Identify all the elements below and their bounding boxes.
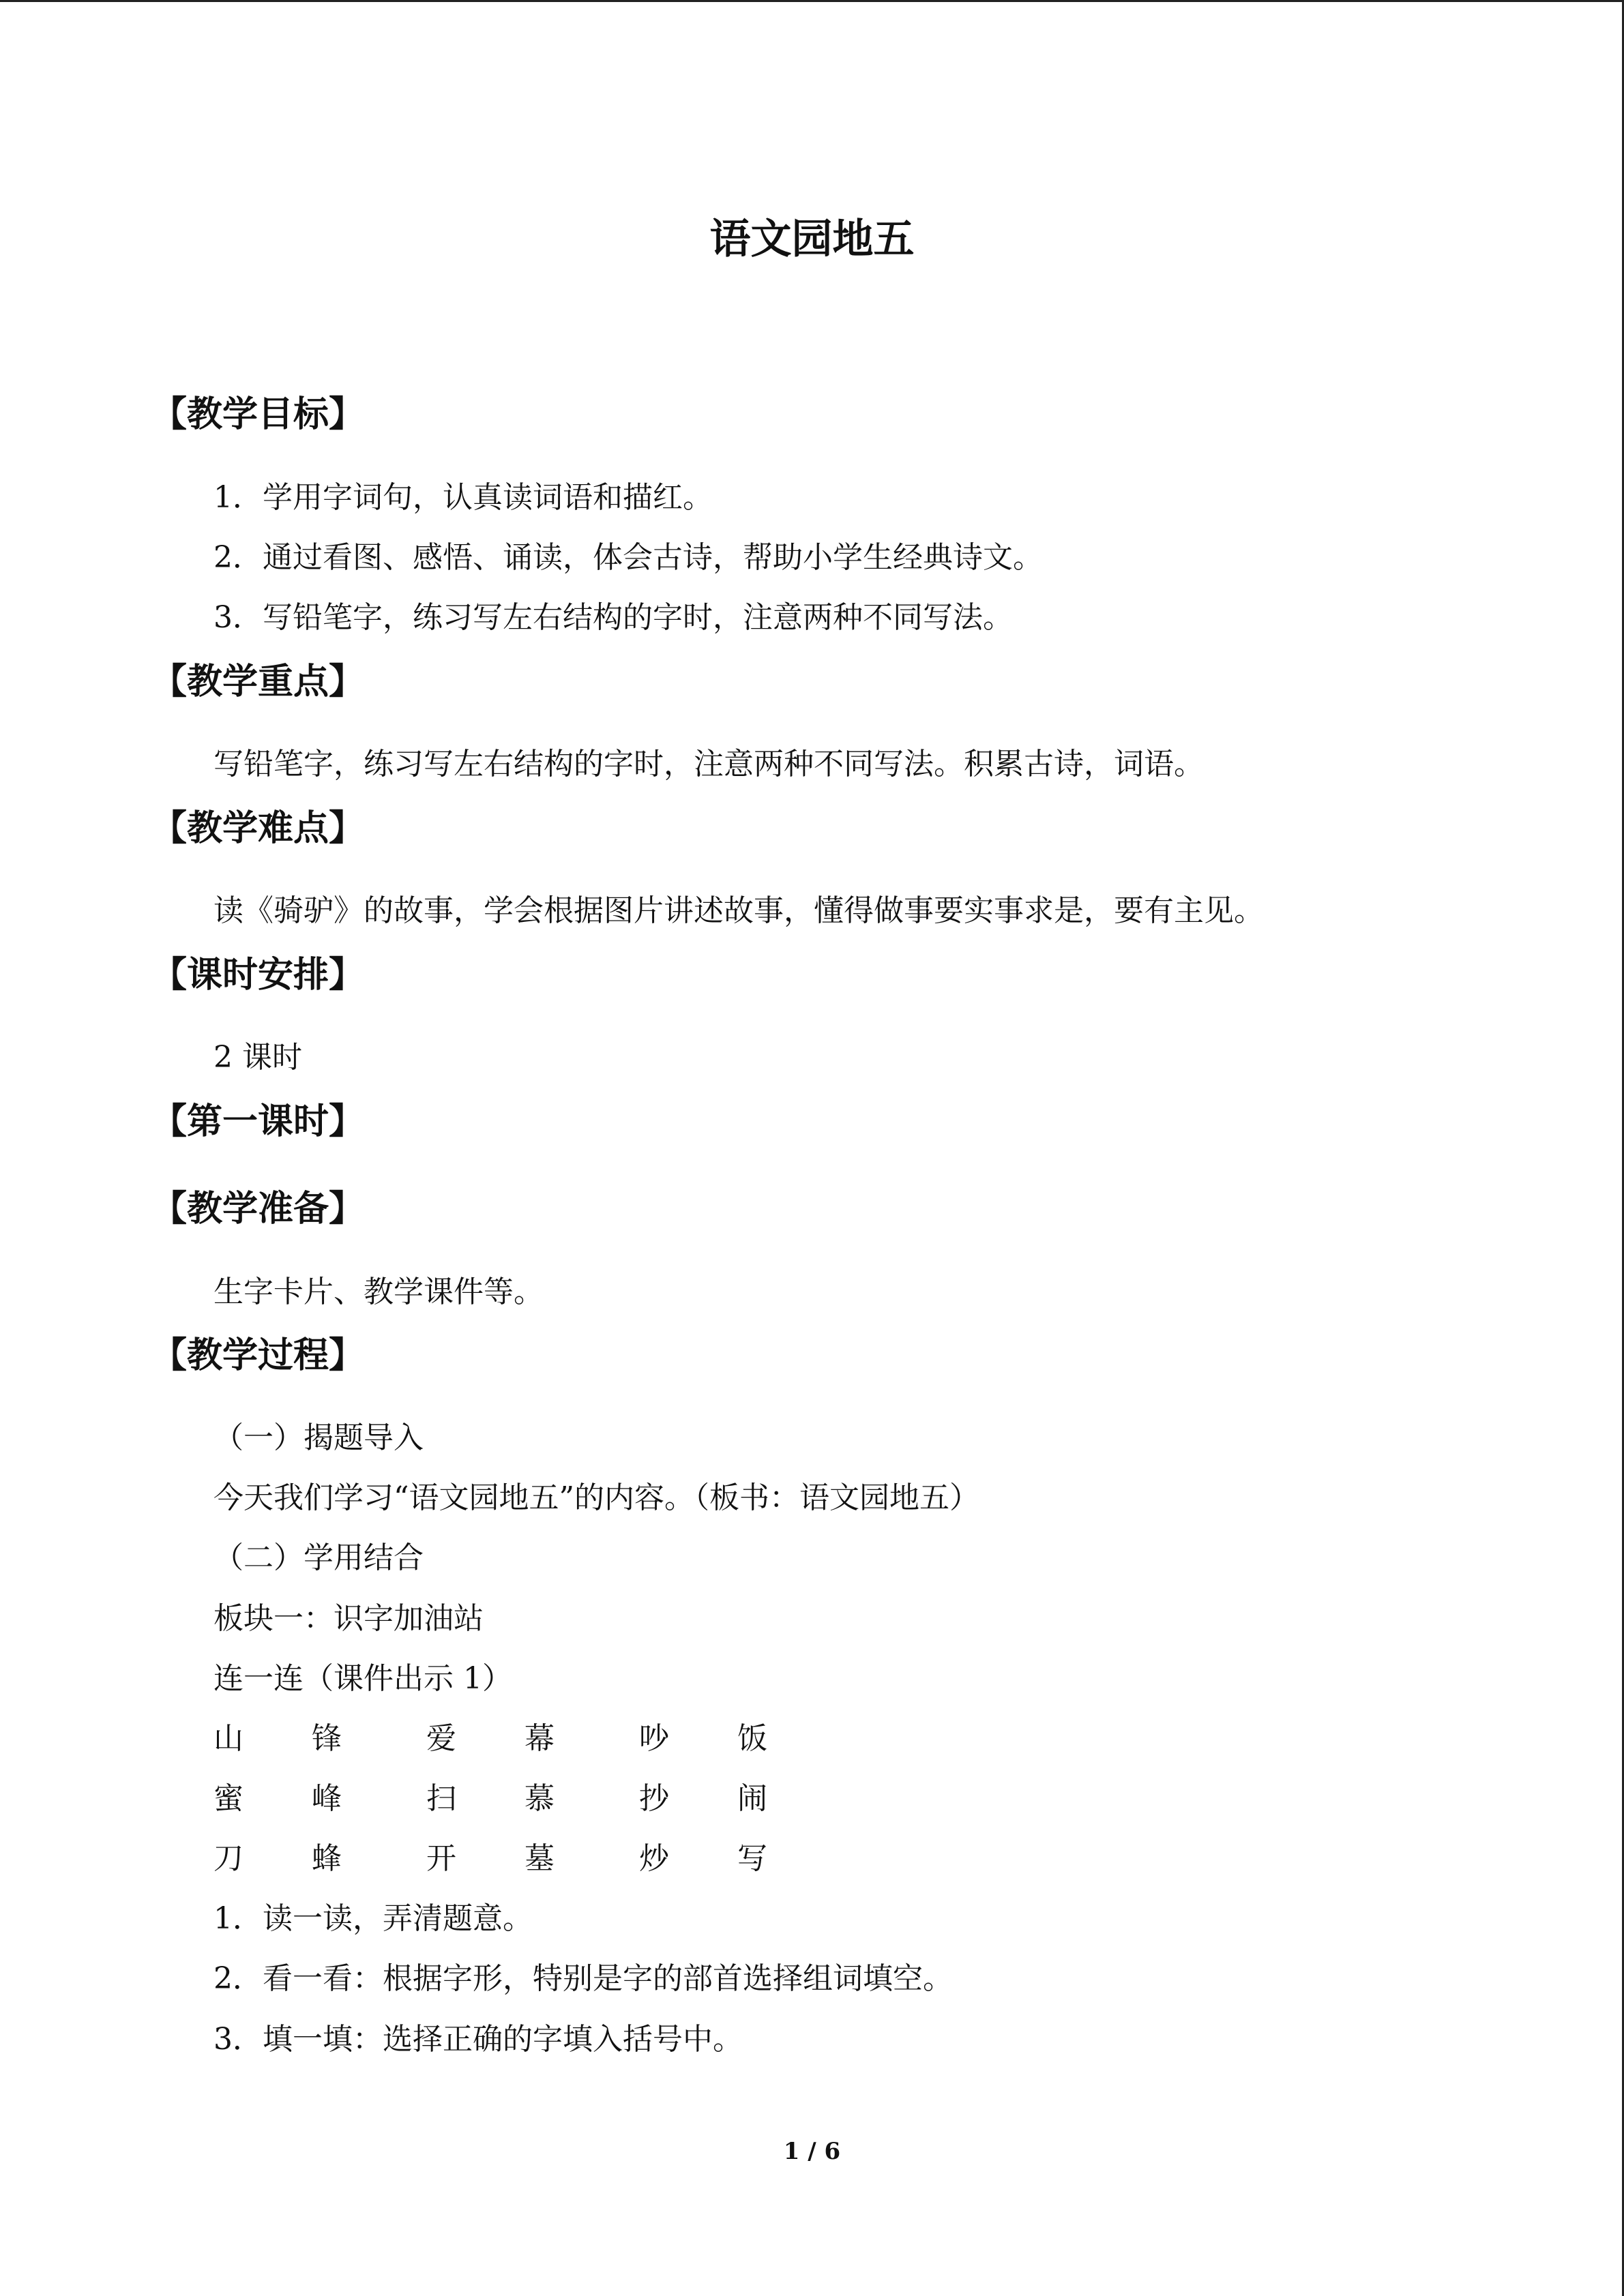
grid-char: 墓 xyxy=(525,1841,555,1876)
key-points-text: 写铅笔字，练习写左右结构的字时，注意两种不同写法。积累古诗，词语。 xyxy=(213,747,1204,781)
char-grid-row xyxy=(213,1778,896,1819)
process-line-3: （二）学用结合 xyxy=(213,1540,424,1575)
grid-char: 蜂 xyxy=(312,1841,342,1876)
objective-item-1: 1．学用字词句，认真读词语和描红。 xyxy=(213,480,713,515)
grid-char: 幕 xyxy=(525,1721,555,1756)
process-line-4: 板块一：识字加油站 xyxy=(213,1601,484,1636)
grid-char: 开 xyxy=(426,1841,456,1876)
process-line-5: 连一连（课件出示 1） xyxy=(213,1661,512,1696)
heading-preparation: 【教学准备】 xyxy=(151,1188,365,1229)
grid-char: 蜜 xyxy=(213,1781,243,1816)
grid-char: 饭 xyxy=(737,1721,767,1756)
grid-char: 抄 xyxy=(639,1781,669,1816)
char-grid-row xyxy=(213,1838,896,1879)
difficulties-text: 读《骑驴》的故事，学会根据图片讲述故事，懂得做事要实事求是，要有主见。 xyxy=(213,893,1264,928)
heading-key-points: 【教学重点】 xyxy=(151,661,365,702)
process-line-1: （一）揭题导入 xyxy=(213,1420,424,1455)
heading-difficulties: 【教学难点】 xyxy=(151,807,365,849)
grid-char: 锋 xyxy=(312,1721,342,1756)
grid-char: 扫 xyxy=(426,1781,456,1816)
objective-item-2: 2．通过看图、感悟、诵读，体会古诗，帮助小学生经典诗文。 xyxy=(213,540,1043,575)
char-grid-row xyxy=(213,1718,896,1759)
heading-schedule: 【课时安排】 xyxy=(151,954,365,996)
process-step-1: 1．读一读，弄清题意。 xyxy=(213,1901,533,1936)
heading-first-lesson: 【第一课时】 xyxy=(151,1101,365,1142)
objective-item-3: 3．写铅笔字，练习写左右结构的字时，注意两种不同写法。 xyxy=(213,600,1013,635)
grid-char: 刀 xyxy=(213,1841,243,1876)
grid-char: 爱 xyxy=(426,1721,456,1756)
grid-char: 峰 xyxy=(312,1781,342,1816)
process-step-3: 3．填一填：选择正确的字填入括号中。 xyxy=(213,2022,743,2057)
page-title: 语文园地五 xyxy=(709,215,915,263)
schedule-text: 2 课时 xyxy=(213,1040,302,1075)
process-step-2: 2．看一看：根据字形，特别是字的部首选择组词填空。 xyxy=(213,1961,953,1996)
grid-char: 吵 xyxy=(639,1721,669,1756)
grid-char: 写 xyxy=(737,1841,767,1876)
heading-process: 【教学过程】 xyxy=(151,1335,365,1376)
grid-char: 慕 xyxy=(525,1781,555,1816)
grid-char: 山 xyxy=(213,1721,243,1756)
grid-char: 闹 xyxy=(737,1781,767,1816)
process-line-2: 今天我们学习“语文园地五”的内容。（板书：语文园地五） xyxy=(213,1480,979,1515)
page-number: 1 / 6 xyxy=(783,2138,841,2165)
preparation-text: 生字卡片、教学课件等。 xyxy=(213,1274,544,1309)
heading-objectives: 【教学目标】 xyxy=(151,393,365,435)
grid-char: 炒 xyxy=(639,1841,669,1876)
